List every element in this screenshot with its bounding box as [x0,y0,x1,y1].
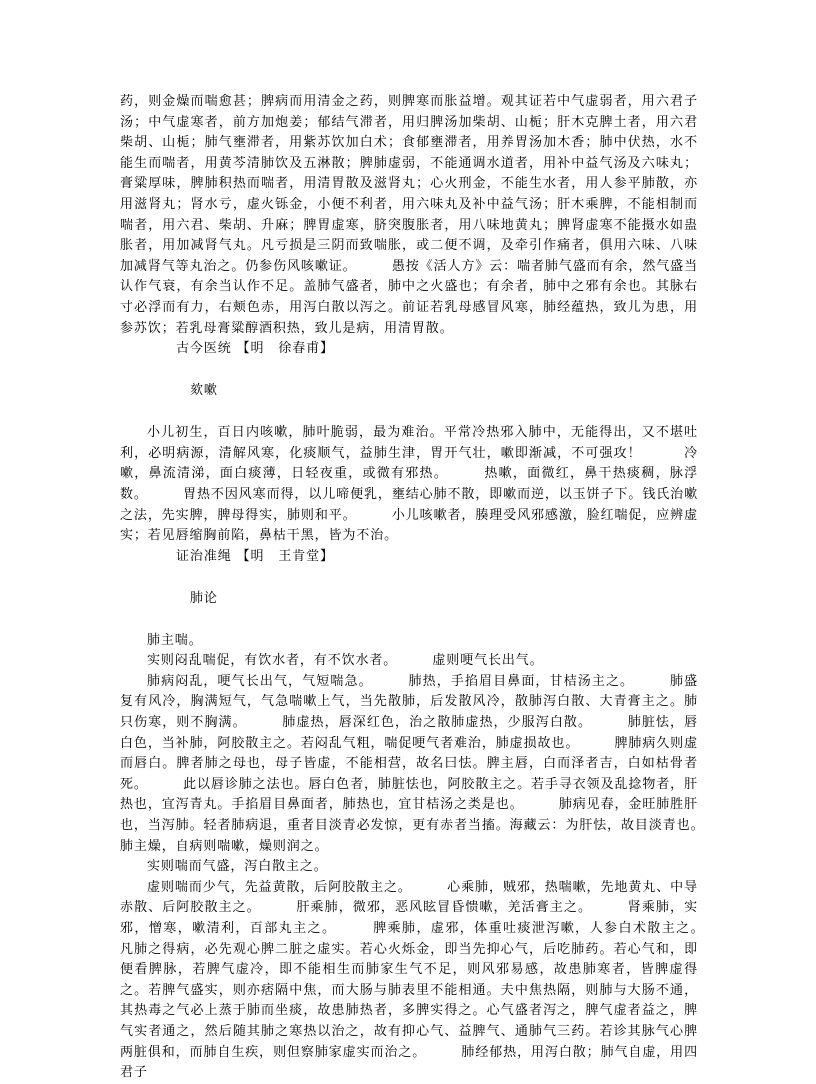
section-heading: 肺论 [190,590,218,606]
spacer [120,359,698,381]
paragraph: 小儿初生，百日内咳嗽，肺叶脆弱，最为难治。平常冷热邪入肺中，无能得出，又不堪吐利，必明病源，清解风寒，化痰顺气，益肺生津，胃开气壮，嗽即渐减，不可强攻！ 冷嗽，鼻流清涕，面白痰薄，日轻夜重，或微有邪热。 热嗽，面微红，鼻干热痰稠，脉浮数。 胃热不因风寒而得，以儿啼便乳，壅结心肺不散，即嗽而逆，以玉饼子下。钱氏治嗽之法，先实脾，脾母得实，肺则和平。 小儿咳嗽者，腠理受风邪感激，脸红喘促，应辨虚实；若见唇缩胸前陷，鼻枯干黑，皆为不治。 [120,425,698,544]
paragraph: 虚则喘而少气，先益黄散，后阿胶散主之。 心乘肺，贼邪，热喘嗽，先地黄丸、中导赤散、后阿胶散主之。 肝乘肺，微邪，恶风眩冒昏愦嗽，羌活膏主之。 肾乘肺，实邪，憎寒，嗽清利，百部丸主之。 脾乘肺，虚邪，体重吐痰泄泻嗽，人参白术散主之。 凡肺之得病，必先观心脾二脏之虚实。若心火烁金，即当先抑心气，后吃肺药。若心气和，即便看脾脉，若脾气虚冷，即不能相生而肺家生气不足，则风邪易感，故患肺寒者，皆脾虚得之。若脾气盛实，则亦痞隔中焦，而大肠与肺表里不能相通。夫中焦热隔，则肺与大肠不通，其热毒之气必上蒸于肺而坐痰，故患肺热者，多脾实得之。心气盛者泻之，脾气虚者益之，脾气实者通之，然后随其肺之寒热以治之，故有抑心气、益脾气、通肺气三药。若诊其脉气心脾两脏俱和，而肺自生疾，则但察肺家虚实而治之。 肺经郁热，用泻白散；肺气自虚，用四君子 [120,879,740,1081]
paragraph: 肺病闷乱，哽气长出气，气短喘急。 肺热，手掐眉目鼻面，甘桔汤主之。 肺盛复有风冷，胸满短气，气急喘嗽上气，当先散肺，后发散风冷，散肺泻白散、大青膏主之。肺只伤寒，则不胸满。 肺虚热，唇深红色，治之散肺虚热，少服泻白散。 肺脏怯，唇白色，当补肺，阿胶散主之。若闷乱气粗，喘促哽气者难治，肺虚损故也。 脾肺病久则虚而唇白。脾者肺之母也，母子皆虚，不能相营，故名曰怯。脾主唇，白而泽者吉，白如枯骨者死。 此以唇诊肺之法也。唇白色者，肺脏怯也，阿胶散主之。若手寻衣领及乱捻物者，肝热也，宜泻青丸。手掐眉目鼻面者，肺热也，宜甘桔汤之类是也。 肺病见春，金旺肺胜肝也，当泻肺。轻者肺病退，重者目淡青必发惊，更有赤者当搐。海藏云：为肝怯，故目淡青也。 肺主燥，自病则喘嗽，燥则润之。 [120,673,740,854]
spacer [120,401,698,423]
paragraph: 肺主喘。 [147,632,203,648]
paragraph: 实则闷乱喘促，有饮水者，有不饮水者。 虚则哽气长出气。 [147,653,544,669]
document-page [120,92,740,1084]
source-citation: 古今医统 【明 徐春甫】 [176,341,334,357]
spacer [120,567,698,589]
section-heading: 欬嗽 [190,383,218,399]
paragraph: 药，则金燥而喘愈甚；脾病而用清金之药，则脾寒而胀益增。观其证若中气虚弱者，用六君子汤；中气虚寒者，前方加炮姜；郁结气滞者，用归脾汤加柴胡、山栀；肝木克脾土者，用六君柴胡、山栀；肺气壅滞者，用紫苏饮加白术；食郁壅滞者，用养胃汤加木香；肺中伏热，水不能生而喘者，用黄芩清肺饮及五淋散；脾肺虚弱，不能通调水道者，用补中益气汤及六味丸；膏粱厚味，脾肺积热而喘者，用清胃散及滋肾丸；心火刑金，不能生水者，用人参平肺散，亦用滋肾丸；肾水亏，虚火铄金，小便不利者，用六味丸及补中益气汤；肝木乘脾，不能相制而喘者，用六君、柴胡、升麻；脾胃虚寒，脐突腹胀者，用八味地黄丸；脾肾虚寒不能摄水如蛊胀者，用加减肾气丸。凡亏损是三阴而致喘胀，或二便不调，及牵引作痛者，俱用六味、八味加减肾气等丸治之。仍参伤风咳嗽证。 愚按《活人方》云：喘者肺气盛而有余，然气盛当认作气衰，有余当认作不足。盖肺气盛者，肺中之火盛也；有余者，肺中之邪有余也。其脉右寸必浮而有力，右颊色赤，用泻白散以泻之。前证若乳母感冒风寒，肺经蕴热，致儿为患，用参苏饮；若乳母膏粱醇酒积热，致儿是病，用清胃散。 [120,94,698,336]
spacer [120,609,698,631]
source-citation: 证治准绳 【明 王肯堂】 [176,548,334,564]
paragraph: 实则喘而气盛，泻白散主之。 [147,859,328,875]
